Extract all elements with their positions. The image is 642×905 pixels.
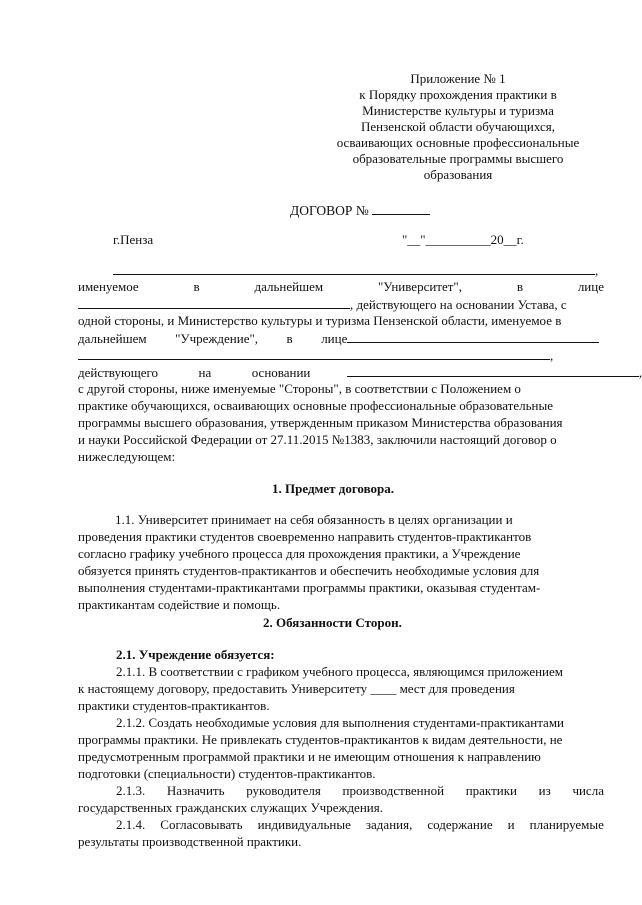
intro-line-10: программы высшего образования, утвержденным приказом Министерства образования <box>78 415 563 430</box>
word: в <box>516 279 523 294</box>
clause-2-1-2-line: 2.1.2. Создать необходимые условия для выполнения студентами-практикантами <box>116 715 565 730</box>
word: основании <box>251 365 311 380</box>
clause-2-1-3-line <box>116 783 604 799</box>
intro-text: , действующего на основании Устава, с <box>350 297 567 312</box>
word: лице <box>321 331 348 346</box>
appendix-line: осваивающих основные профессиональные <box>336 135 580 150</box>
word: лице <box>577 279 604 294</box>
intro-line-4: одной стороны, и Министерство культуры и туризма Пензенской области, именуемое в <box>78 313 562 328</box>
word: дальнейшем <box>78 331 147 346</box>
clause-2-1-4-line <box>116 817 604 833</box>
clause-2-1-1-line: 2.1.1. В соответствии с графиком учебного процесса, являющимся приложением <box>116 664 564 679</box>
section-1-heading: 1. Предмет договора. <box>272 481 395 496</box>
intro-line-1 <box>78 262 604 278</box>
word: в <box>286 331 293 346</box>
section-1-line: практикантам содействие и помощь. <box>78 597 281 612</box>
section-1-line: проведения практики студентов своевременно направить студентов-практикантов <box>78 529 532 544</box>
clause-2-1-1-line: практики студентов-практикантов. <box>78 698 270 713</box>
word: действующего <box>78 365 158 380</box>
word: Назначить <box>166 783 225 798</box>
comma: , <box>595 263 599 278</box>
comma: , <box>550 348 554 363</box>
appendix-line: Приложение № 1 <box>410 71 506 86</box>
contract-number-blank <box>372 202 430 215</box>
city: г.Пенза <box>113 232 154 247</box>
word: "Университет", <box>377 279 462 294</box>
section-2-heading: 2. Обязанности Сторон. <box>263 615 402 630</box>
word: из <box>538 783 551 798</box>
appendix-line: Министерстве культуры и туризма <box>362 103 554 118</box>
comma: , <box>638 365 642 380</box>
representative-position-blank <box>78 347 550 360</box>
contract-title <box>290 202 430 219</box>
word: дальнейшем <box>254 279 324 294</box>
clause-2-1-1-line: к настоящему договору, предоставить Университету ____ мест для проведения <box>78 681 515 696</box>
word: индивидуальные <box>257 817 351 832</box>
word: руководителя <box>246 783 321 798</box>
clause-2-1-4-line: результаты производственной практики. <box>78 834 302 849</box>
intro-line-3 <box>78 296 604 312</box>
word: производственной <box>342 783 445 798</box>
word: практики <box>465 783 517 798</box>
clause-2-1-2-line: программы практики. Не привлекать студентов-практикантов к видам деятельности, не <box>78 732 563 747</box>
intro-line-5 <box>78 330 604 346</box>
clause-2-1-2-line: предусмотренным программой практики и не имеющим отношения к направлению <box>78 749 541 764</box>
intro-line-8: с другой стороны, ниже именуемые "Стороны", в соответствии с Положением о <box>78 381 521 396</box>
appendix-block <box>320 71 596 183</box>
section-1-line: обязуется принять студентов-практикантов и обеспечить необходимые условия для <box>78 563 540 578</box>
word: числа <box>572 783 604 798</box>
contract-date: "__"__________20__г. <box>402 232 524 247</box>
word: 2.1.3. <box>116 783 146 798</box>
section-1-line: выполнения студентами-практикантами программы практики, оказывая студентам- <box>78 580 541 595</box>
word: планируемые <box>529 817 604 832</box>
section-2-1-heading: 2.1. Учреждение обязуется: <box>116 647 275 662</box>
word: 2.1.4. <box>116 817 146 832</box>
word: задания, <box>365 817 413 832</box>
institution-representative-blank <box>347 330 599 343</box>
university-name-blank <box>113 262 595 275</box>
word: именуемое <box>78 279 139 294</box>
word: Согласовывать <box>160 817 243 832</box>
clause-2-1-2-line: подготовки (специальности) студентов-практикантов. <box>78 766 376 781</box>
appendix-line: Пензенской области обучающихся, <box>360 119 556 134</box>
word: содержание <box>427 817 493 832</box>
appendix-line: образования <box>423 167 493 182</box>
section-1-line: 1.1. Университет принимает на себя обязанность в целях организации и <box>115 512 513 527</box>
word: "Учреждение", <box>175 331 259 346</box>
basis-document-blank <box>347 364 639 377</box>
intro-line-12: нижеследующем: <box>78 449 176 464</box>
appendix-line: образовательные программы высшего <box>352 151 564 166</box>
intro-line-2 <box>78 279 604 295</box>
intro-line-7 <box>78 364 642 380</box>
word: на <box>198 365 212 380</box>
appendix-line: к Порядку прохождения практики в <box>359 87 557 102</box>
clause-2-1-3-line: государственных гражданских служащих Учреждения. <box>78 800 383 815</box>
university-representative-blank <box>78 296 350 309</box>
word: и <box>507 817 515 832</box>
word: в <box>193 279 200 294</box>
contract-title-text: ДОГОВОР № <box>290 203 369 218</box>
section-1-line: согласно графику учебного процесса для прохождения практики, а Учреждение <box>78 546 521 561</box>
intro-line-6 <box>78 347 604 363</box>
intro-line-11: и науки Российской Федерации от 27.11.2015 №1383, заключили настоящий договор о <box>78 432 557 447</box>
intro-line-9: практике обучающихся, осваивающих основные профессиональные образовательные <box>78 398 553 413</box>
